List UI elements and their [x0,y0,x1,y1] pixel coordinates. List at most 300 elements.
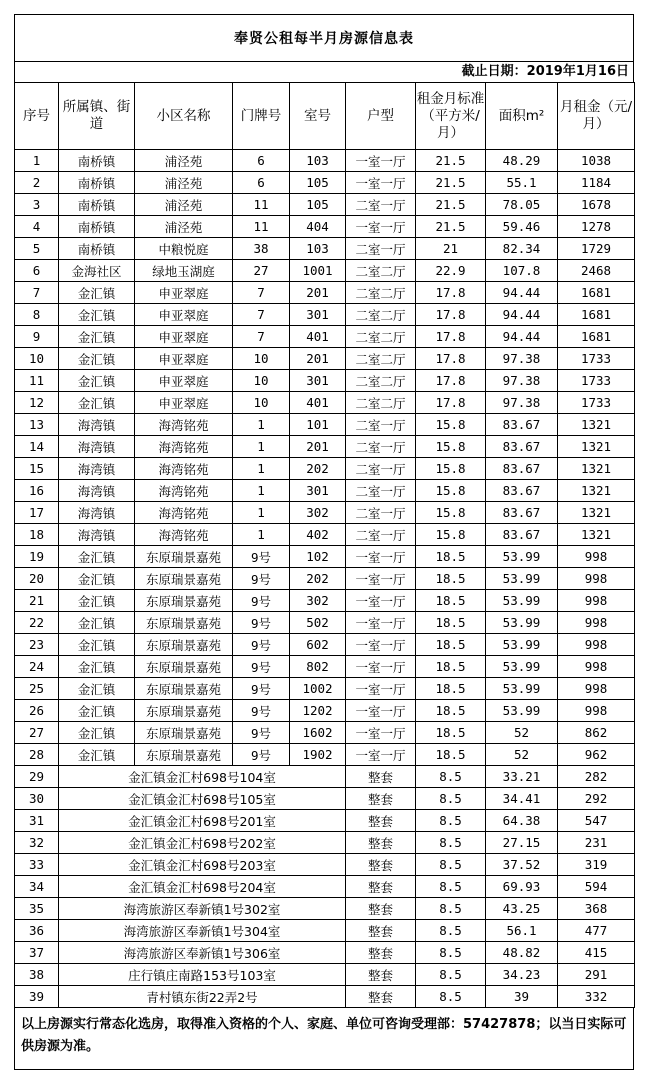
table-row [15,260,635,282]
cell-area: 53.99 [486,612,558,634]
cell-no: 9 [15,326,59,348]
cell-rent-standard: 18.5 [416,590,486,612]
cell-building: 1 [233,502,290,524]
deadline-date: 截止日期：2019年1月16日 [14,62,634,82]
header-building: 门牌号 [233,83,290,150]
cell-rent-standard: 8.5 [416,898,486,920]
cell-layout: 整套 [346,854,416,876]
cell-rent: 368 [558,898,635,920]
cell-rent-standard: 18.5 [416,678,486,700]
cell-area: 43.25 [486,898,558,920]
cell-area: 53.99 [486,700,558,722]
header-town: 所属镇、街道 [59,83,135,150]
cell-no: 23 [15,634,59,656]
table-row [15,480,635,502]
cell-no: 32 [15,832,59,854]
cell-rent-standard: 21.5 [416,194,486,216]
cell-area: 83.67 [486,458,558,480]
cell-area: 83.67 [486,480,558,502]
cell-town: 金汇镇 [59,634,135,656]
cell-area: 53.99 [486,634,558,656]
cell-address: 青村镇东街22弄2号 [59,986,346,1008]
cell-building: 10 [233,370,290,392]
cell-building: 9号 [233,656,290,678]
sheet-title: 奉贤公租每半月房源信息表 [14,14,634,62]
cell-building: 1 [233,524,290,546]
cell-area: 52 [486,722,558,744]
cell-address: 海湾旅游区奉新镇1号306室 [59,942,346,964]
table-row [15,634,635,656]
cell-area: 59.46 [486,216,558,238]
table-body [15,150,635,1008]
table-row [15,700,635,722]
cell-community: 浦泾苑 [135,172,233,194]
cell-area: 48.29 [486,150,558,172]
cell-rent: 1321 [558,458,635,480]
cell-rent-standard: 17.8 [416,282,486,304]
cell-no: 34 [15,876,59,898]
cell-community: 东原瑞景嘉苑 [135,678,233,700]
table-row [15,898,635,920]
cell-no: 3 [15,194,59,216]
cell-layout: 二室一厅 [346,436,416,458]
table-row [15,392,635,414]
cell-layout: 二室一厅 [346,194,416,216]
cell-area: 82.34 [486,238,558,260]
header-no: 序号 [15,83,59,150]
cell-building: 6 [233,150,290,172]
cell-rent-standard: 15.8 [416,436,486,458]
cell-area: 94.44 [486,282,558,304]
cell-address: 金汇镇金汇村698号203室 [59,854,346,876]
cell-area: 78.05 [486,194,558,216]
table-row [15,370,635,392]
table-row [15,150,635,172]
cell-rent-standard: 8.5 [416,854,486,876]
cell-layout: 整套 [346,810,416,832]
cell-no: 35 [15,898,59,920]
cell-community: 东原瑞景嘉苑 [135,634,233,656]
cell-no: 36 [15,920,59,942]
cell-community: 海湾铭苑 [135,436,233,458]
cell-area: 83.67 [486,524,558,546]
cell-room: 404 [290,216,346,238]
cell-community: 中粮悦庭 [135,238,233,260]
cell-area: 48.82 [486,942,558,964]
cell-community: 海湾铭苑 [135,524,233,546]
table-row [15,876,635,898]
cell-rent-standard: 17.8 [416,370,486,392]
cell-rent-standard: 17.8 [416,392,486,414]
cell-rent: 998 [558,656,635,678]
cell-community: 浦泾苑 [135,194,233,216]
cell-town: 金汇镇 [59,348,135,370]
cell-rent-standard: 15.8 [416,414,486,436]
cell-building: 9号 [233,590,290,612]
cell-rent-standard: 18.5 [416,634,486,656]
cell-rent: 1681 [558,282,635,304]
cell-rent: 1729 [558,238,635,260]
cell-community: 浦泾苑 [135,150,233,172]
table-row [15,678,635,700]
cell-rent-standard: 17.8 [416,326,486,348]
cell-room: 201 [290,436,346,458]
table-row [15,502,635,524]
cell-area: 64.38 [486,810,558,832]
cell-layout: 一室一厅 [346,744,416,766]
cell-building: 9号 [233,678,290,700]
cell-layout: 二室一厅 [346,458,416,480]
cell-room: 401 [290,326,346,348]
cell-rent-standard: 21.5 [416,172,486,194]
cell-layout: 整套 [346,920,416,942]
cell-rent: 1321 [558,524,635,546]
cell-room: 401 [290,392,346,414]
cell-area: 107.8 [486,260,558,282]
cell-layout: 一室一厅 [346,568,416,590]
cell-room: 202 [290,568,346,590]
cell-community: 海湾铭苑 [135,480,233,502]
cell-room: 1202 [290,700,346,722]
cell-area: 52 [486,744,558,766]
table-row [15,524,635,546]
cell-town: 金汇镇 [59,392,135,414]
cell-layout: 二室二厅 [346,392,416,414]
cell-layout: 一室一厅 [346,678,416,700]
cell-rent: 1321 [558,480,635,502]
cell-rent: 1184 [558,172,635,194]
cell-room: 103 [290,150,346,172]
cell-community: 申亚翠庭 [135,348,233,370]
cell-no: 6 [15,260,59,282]
table-row [15,348,635,370]
table-row [15,832,635,854]
cell-rent: 477 [558,920,635,942]
cell-building: 11 [233,194,290,216]
cell-address: 金汇镇金汇村698号105室 [59,788,346,810]
cell-community: 海湾铭苑 [135,414,233,436]
cell-town: 金汇镇 [59,678,135,700]
table-row [15,216,635,238]
cell-area: 33.21 [486,766,558,788]
cell-rent: 962 [558,744,635,766]
cell-town: 金海社区 [59,260,135,282]
table-row [15,854,635,876]
cell-community: 申亚翠庭 [135,282,233,304]
table-row [15,612,635,634]
cell-room: 302 [290,502,346,524]
cell-room: 1002 [290,678,346,700]
cell-area: 53.99 [486,568,558,590]
cell-town: 海湾镇 [59,502,135,524]
cell-rent: 998 [558,590,635,612]
cell-rent-standard: 8.5 [416,832,486,854]
cell-layout: 二室一厅 [346,480,416,502]
header-layout: 户型 [346,83,416,150]
cell-town: 金汇镇 [59,656,135,678]
cell-building: 1 [233,480,290,502]
cell-town: 海湾镇 [59,458,135,480]
cell-town: 金汇镇 [59,568,135,590]
cell-layout: 整套 [346,766,416,788]
cell-building: 7 [233,282,290,304]
cell-rent: 1733 [558,392,635,414]
cell-community: 申亚翠庭 [135,392,233,414]
cell-rent: 231 [558,832,635,854]
cell-town: 金汇镇 [59,590,135,612]
cell-rent: 998 [558,700,635,722]
cell-no: 15 [15,458,59,480]
cell-layout: 一室一厅 [346,656,416,678]
cell-rent: 998 [558,612,635,634]
cell-no: 25 [15,678,59,700]
cell-community: 东原瑞景嘉苑 [135,656,233,678]
table-row [15,172,635,194]
cell-rent: 1681 [558,304,635,326]
cell-rent: 547 [558,810,635,832]
cell-rent-standard: 8.5 [416,788,486,810]
table-row [15,810,635,832]
cell-rent: 1681 [558,326,635,348]
table-row [15,326,635,348]
table-row [15,238,635,260]
cell-rent-standard: 18.5 [416,700,486,722]
table-row [15,744,635,766]
cell-no: 10 [15,348,59,370]
cell-room: 1602 [290,722,346,744]
cell-community: 申亚翠庭 [135,370,233,392]
cell-no: 31 [15,810,59,832]
table-row [15,282,635,304]
cell-rent-standard: 8.5 [416,964,486,986]
cell-rent: 282 [558,766,635,788]
table-row [15,436,635,458]
cell-area: 53.99 [486,656,558,678]
cell-rent-standard: 8.5 [416,766,486,788]
cell-building: 9号 [233,722,290,744]
table-row [15,986,635,1008]
cell-building: 6 [233,172,290,194]
cell-town: 金汇镇 [59,700,135,722]
cell-layout: 整套 [346,986,416,1008]
cell-rent-standard: 18.5 [416,656,486,678]
cell-rent: 319 [558,854,635,876]
cell-layout: 整套 [346,876,416,898]
rental-listing-sheet [14,14,634,1070]
cell-town: 南桥镇 [59,194,135,216]
cell-room: 602 [290,634,346,656]
cell-layout: 整套 [346,788,416,810]
cell-building: 9号 [233,568,290,590]
cell-no: 8 [15,304,59,326]
cell-layout: 二室二厅 [346,370,416,392]
cell-area: 39 [486,986,558,1008]
cell-community: 东原瑞景嘉苑 [135,612,233,634]
cell-rent: 594 [558,876,635,898]
cell-building: 38 [233,238,290,260]
cell-room: 1902 [290,744,346,766]
cell-area: 53.99 [486,546,558,568]
cell-room: 105 [290,194,346,216]
cell-rent: 862 [558,722,635,744]
cell-building: 1 [233,458,290,480]
cell-rent-standard: 15.8 [416,502,486,524]
cell-no: 39 [15,986,59,1008]
cell-town: 金汇镇 [59,370,135,392]
cell-community: 东原瑞景嘉苑 [135,568,233,590]
cell-community: 东原瑞景嘉苑 [135,546,233,568]
cell-area: 27.15 [486,832,558,854]
cell-no: 19 [15,546,59,568]
cell-building: 7 [233,326,290,348]
cell-layout: 一室一厅 [346,172,416,194]
cell-area: 37.52 [486,854,558,876]
cell-building: 9号 [233,612,290,634]
cell-no: 13 [15,414,59,436]
cell-building: 7 [233,304,290,326]
cell-address: 海湾旅游区奉新镇1号304室 [59,920,346,942]
cell-rent-standard: 18.5 [416,744,486,766]
cell-rent-standard: 15.8 [416,458,486,480]
cell-room: 201 [290,348,346,370]
cell-layout: 二室二厅 [346,260,416,282]
cell-layout: 整套 [346,942,416,964]
cell-rent-standard: 18.5 [416,568,486,590]
cell-rent: 415 [558,942,635,964]
cell-room: 802 [290,656,346,678]
cell-community: 东原瑞景嘉苑 [135,744,233,766]
cell-no: 17 [15,502,59,524]
table-row [15,722,635,744]
cell-community: 申亚翠庭 [135,304,233,326]
cell-town: 南桥镇 [59,172,135,194]
cell-rent-standard: 21 [416,238,486,260]
cell-no: 4 [15,216,59,238]
cell-area: 69.93 [486,876,558,898]
cell-rent: 292 [558,788,635,810]
cell-rent-standard: 15.8 [416,480,486,502]
cell-area: 94.44 [486,304,558,326]
cell-no: 22 [15,612,59,634]
cell-room: 502 [290,612,346,634]
cell-town: 金汇镇 [59,612,135,634]
cell-town: 海湾镇 [59,524,135,546]
table-row [15,568,635,590]
cell-no: 37 [15,942,59,964]
cell-layout: 二室二厅 [346,304,416,326]
cell-building: 1 [233,414,290,436]
table-row [15,546,635,568]
cell-rent-standard: 18.5 [416,546,486,568]
table-row [15,414,635,436]
table-row [15,920,635,942]
cell-address: 庄行镇庄南路153号103室 [59,964,346,986]
cell-layout: 二室一厅 [346,502,416,524]
header-room: 室号 [290,83,346,150]
cell-town: 金汇镇 [59,326,135,348]
cell-building: 1 [233,436,290,458]
cell-area: 56.1 [486,920,558,942]
cell-rent: 1321 [558,502,635,524]
cell-rent: 998 [558,678,635,700]
cell-address: 海湾旅游区奉新镇1号302室 [59,898,346,920]
cell-rent: 2468 [558,260,635,282]
cell-room: 105 [290,172,346,194]
cell-rent-standard: 8.5 [416,920,486,942]
cell-community: 东原瑞景嘉苑 [135,590,233,612]
cell-address: 金汇镇金汇村698号202室 [59,832,346,854]
cell-town: 南桥镇 [59,238,135,260]
cell-area: 97.38 [486,370,558,392]
cell-area: 53.99 [486,678,558,700]
table-row [15,656,635,678]
cell-building: 27 [233,260,290,282]
cell-rent: 998 [558,546,635,568]
cell-layout: 二室二厅 [346,326,416,348]
header-community: 小区名称 [135,83,233,150]
cell-layout: 二室一厅 [346,524,416,546]
cell-no: 28 [15,744,59,766]
cell-rent: 291 [558,964,635,986]
cell-layout: 一室一厅 [346,700,416,722]
listing-table [14,82,635,1008]
cell-layout: 二室二厅 [346,282,416,304]
table-row [15,788,635,810]
cell-community: 浦泾苑 [135,216,233,238]
cell-no: 38 [15,964,59,986]
cell-room: 302 [290,590,346,612]
cell-rent-standard: 22.9 [416,260,486,282]
cell-town: 海湾镇 [59,436,135,458]
cell-layout: 整套 [346,898,416,920]
cell-area: 55.1 [486,172,558,194]
cell-no: 24 [15,656,59,678]
cell-layout: 一室一厅 [346,150,416,172]
cell-rent-standard: 8.5 [416,810,486,832]
cell-town: 海湾镇 [59,480,135,502]
cell-town: 金汇镇 [59,744,135,766]
cell-area: 83.67 [486,414,558,436]
cell-room: 301 [290,480,346,502]
cell-no: 12 [15,392,59,414]
cell-community: 海湾铭苑 [135,458,233,480]
cell-community: 绿地玉湖庭 [135,260,233,282]
cell-town: 海湾镇 [59,414,135,436]
cell-rent: 1321 [558,436,635,458]
cell-room: 1001 [290,260,346,282]
cell-rent-standard: 17.8 [416,348,486,370]
cell-no: 20 [15,568,59,590]
cell-no: 5 [15,238,59,260]
cell-room: 202 [290,458,346,480]
cell-layout: 二室二厅 [346,348,416,370]
cell-building: 9号 [233,546,290,568]
cell-room: 402 [290,524,346,546]
cell-town: 南桥镇 [59,150,135,172]
cell-layout: 一室一厅 [346,634,416,656]
cell-no: 7 [15,282,59,304]
cell-no: 1 [15,150,59,172]
cell-no: 33 [15,854,59,876]
cell-area: 97.38 [486,392,558,414]
cell-layout: 一室一厅 [346,612,416,634]
table-row [15,458,635,480]
cell-room: 201 [290,282,346,304]
cell-room: 301 [290,304,346,326]
cell-rent-standard: 21.5 [416,216,486,238]
cell-rent: 998 [558,568,635,590]
cell-building: 10 [233,392,290,414]
